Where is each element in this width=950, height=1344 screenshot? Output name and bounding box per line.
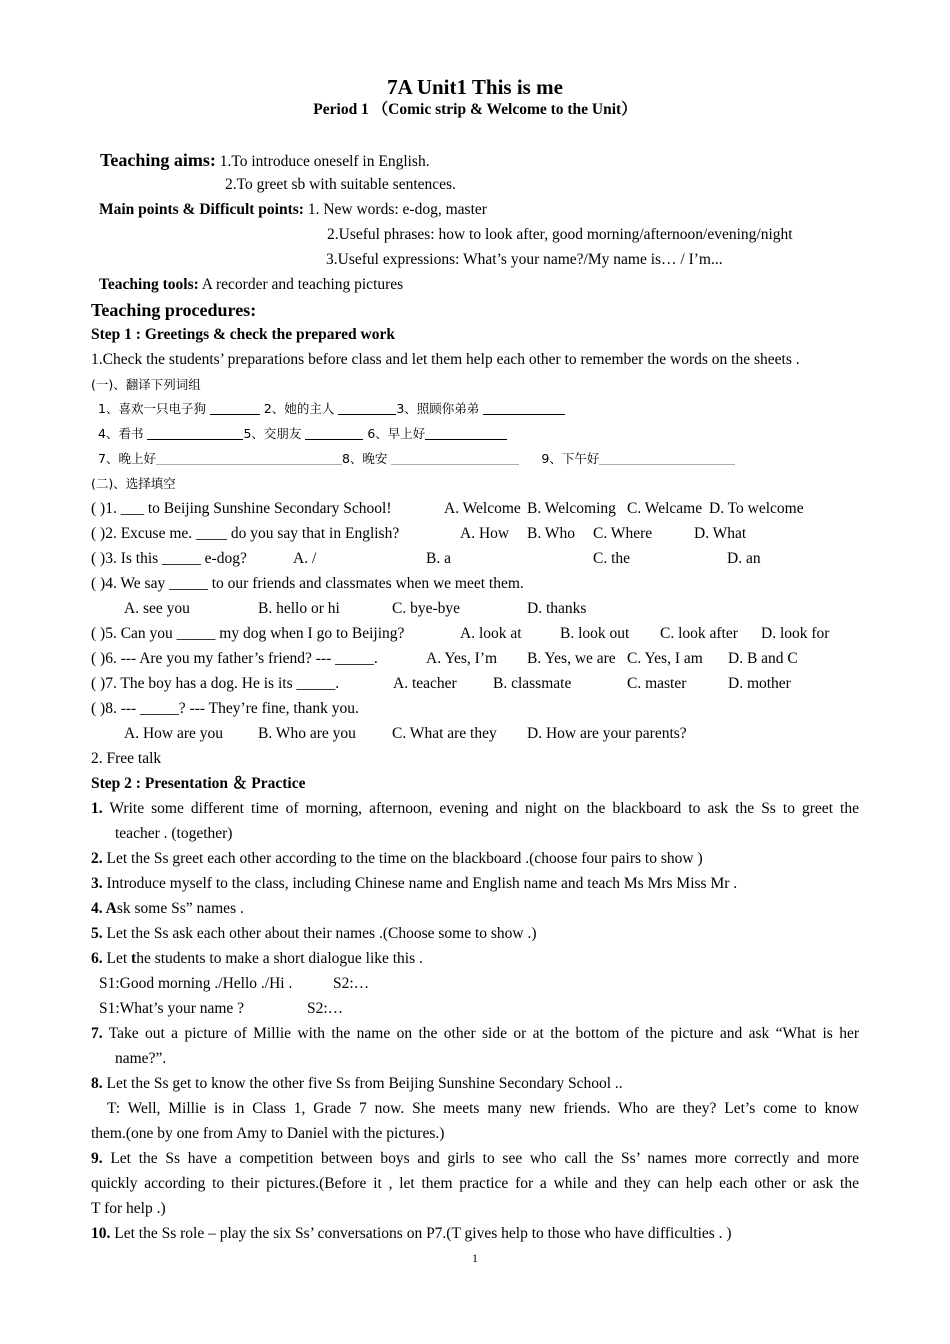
free-talk: 2. Free talk xyxy=(91,750,162,767)
question-1-option-c[interactable]: C. Welcame xyxy=(627,500,703,517)
teaching-aims-line2: 2.To greet sb with suitable sentences. xyxy=(225,176,456,193)
question-6-option-c[interactable]: C. Yes, I am xyxy=(627,650,703,667)
step2-item-9-cont: quickly according to their pictures.(Before it , let them practice for a while and they can help each other or ask the xyxy=(91,1175,859,1192)
item-text: Introduce myself to the class, including Chinese name and English name and teach Ms Mrs Miss Mr . xyxy=(102,875,738,892)
question-4-option-a[interactable]: A. see you xyxy=(124,600,190,617)
question-6-option-a[interactable]: A. Yes, I’m xyxy=(426,650,498,667)
question-2-option-b[interactable]: B. Who xyxy=(527,525,575,542)
item-text-bold-letter: t xyxy=(131,950,137,967)
item-number: 1. xyxy=(91,800,103,817)
translation-item-1: 1、喜欢一只电子狗 xyxy=(98,401,210,416)
choice-section-heading: (二)、选择填空 xyxy=(91,476,176,491)
dialogue-s2-greeting: S2:… xyxy=(333,975,370,992)
question-6-stem: ( )6. --- Are you my father’s friend? --- _____. xyxy=(91,650,378,667)
question-3-option-a[interactable]: A. / xyxy=(293,550,317,567)
translation-row-2 xyxy=(98,424,507,444)
question-8-option-b[interactable]: B. Who are you xyxy=(258,725,356,742)
item-text: Let xyxy=(102,950,132,967)
period-subtitle: Period 1 （Comic strip & Welcome to the Unit） xyxy=(313,101,637,118)
step2-item-9 xyxy=(91,1149,859,1169)
item-number: 2. xyxy=(91,850,103,867)
question-5-option-a[interactable]: A. look at xyxy=(460,625,522,642)
teaching-tools-label: Teaching tools: xyxy=(99,276,199,293)
question-4-option-c[interactable]: C. bye-bye xyxy=(392,600,461,617)
translation-item-4: 4、看书 xyxy=(98,426,148,441)
translation-item-6: 6、早上好 xyxy=(363,426,426,441)
step2-item-8-teacher: T: Well, Millie is in Class 1, Grade 7 now. She meets many new friends. Who are they? Let’s come to know xyxy=(107,1100,859,1117)
teaching-aims xyxy=(100,150,430,172)
question-8-option-d[interactable]: D. How are your parents? xyxy=(527,725,687,742)
item-number: 7. xyxy=(91,1025,103,1042)
step2-item-4 xyxy=(91,899,244,919)
item-text: Let the Ss ask each other about their names .(Choose some to show .) xyxy=(102,925,537,942)
item-number: 9. xyxy=(91,1150,103,1167)
item-text: Let the Ss get to know the other five Ss from Beijing Sunshine Secondary School .. xyxy=(102,1075,623,1092)
question-5-option-c[interactable]: C. look after xyxy=(660,625,738,642)
question-4-stem: ( )4. We say _____ to our friends and classmates when we meet them. xyxy=(91,575,524,592)
item-number: 4. A xyxy=(91,900,117,917)
step2-item-8 xyxy=(91,1074,623,1094)
question-4-option-b[interactable]: B. hello or hi xyxy=(258,600,340,617)
dialogue-s1-greeting: S1:Good morning ./Hello ./Hi . xyxy=(99,975,293,992)
step2-item-3 xyxy=(91,874,737,894)
item-number: 3. xyxy=(91,875,103,892)
step2-item-5 xyxy=(91,924,537,944)
translation-item-7: 7、晚上好 xyxy=(98,451,156,466)
answer-blank[interactable] xyxy=(338,414,396,415)
step2-item-7-cont: name?”. xyxy=(115,1050,167,1067)
translation-item-9: 9、下午好 xyxy=(541,451,600,466)
step2-item-6 xyxy=(91,949,423,969)
item-text: he students to make a short dialogue like this . xyxy=(136,950,423,967)
question-1-option-b[interactable]: B. Welcoming xyxy=(527,500,616,517)
question-3-option-d[interactable]: D. an xyxy=(727,550,761,567)
question-7-option-c[interactable]: C. master xyxy=(627,675,687,692)
step2-item-2 xyxy=(91,849,703,869)
question-7-option-a[interactable]: A. teacher xyxy=(393,675,457,692)
question-1-stem: ( )1. ___ to Beijing Sunshine Secondary School! xyxy=(91,500,392,517)
answer-blank[interactable] xyxy=(391,464,519,465)
main-points-label: Main points & Difficult points: xyxy=(99,201,304,218)
translation-row-1 xyxy=(98,399,565,419)
answer-blank[interactable] xyxy=(425,439,507,440)
step1-intro: 1.Check the students’ preparations before class and let them help each other to remember the words on the sheets . xyxy=(91,351,800,368)
step2-heading: Step 2 : Presentation ＆ Practice xyxy=(91,775,306,792)
step2-item-1-cont: teacher . (together) xyxy=(115,825,233,842)
question-2-option-a[interactable]: A. How xyxy=(460,525,510,542)
item-text: Let the Ss greet each other according to the time on the blackboard .(choose four pairs to show ) xyxy=(102,850,703,867)
answer-blank[interactable] xyxy=(599,464,735,465)
teaching-aims-label: Teaching aims: xyxy=(100,150,216,170)
answer-blank[interactable] xyxy=(156,464,342,465)
translation-item-8: 8、晚安 xyxy=(341,451,392,466)
question-6-option-b[interactable]: B. Yes, we are xyxy=(527,650,616,667)
item-text: Take out a picture of Millie with the name on the other side or at the bottom of the picture and ask “What is her xyxy=(102,1025,859,1042)
question-5-stem: ( )5. Can you _____ my dog when I go to Beijing? xyxy=(91,625,405,642)
dialogue-s2-name: S2:… xyxy=(307,1000,344,1017)
question-7-option-b[interactable]: B. classmate xyxy=(493,675,572,692)
dialogue-s1-name: S1:What’s your name ? xyxy=(99,1000,245,1017)
document-title: 7A Unit1 This is me xyxy=(387,75,563,99)
item-number: 5. xyxy=(91,925,103,942)
question-1-option-a[interactable]: A. Welcome xyxy=(444,500,521,517)
question-3-option-c[interactable]: C. the xyxy=(593,550,631,567)
question-3-option-b[interactable]: B. a xyxy=(426,550,451,567)
main-points-line2: 2.Useful phrases: how to look after, good morning/afternoon/evening/night xyxy=(327,226,793,243)
teaching-tools-text: A recorder and teaching pictures xyxy=(198,276,404,293)
step2-item-7 xyxy=(91,1024,859,1044)
step2-item-1 xyxy=(91,799,859,819)
translation-section-heading: (一)、翻译下列词组 xyxy=(91,377,201,392)
page-number: 1 xyxy=(472,1251,478,1265)
question-8-option-c[interactable]: C. What are they xyxy=(392,725,497,742)
translation-item-5: 5、交朋友 xyxy=(243,426,306,441)
item-text: Let the Ss role – play the six Ss’ conversations on P7.(T gives help to those who have difficulties . ) xyxy=(110,1225,732,1242)
translation-item-2: 2、她的主人 xyxy=(259,401,339,416)
translation-row-3 xyxy=(98,449,735,469)
question-8-option-a[interactable]: A. How are you xyxy=(124,725,224,742)
item-text: Write some different time of morning, afternoon, evening and night on the blackboard to ask the Ss to greet the xyxy=(102,800,859,817)
question-7-stem: ( )7. The boy has a dog. He is its _____. xyxy=(91,675,340,692)
teaching-tools xyxy=(99,275,403,295)
question-2-option-c[interactable]: C. Where xyxy=(593,525,653,542)
question-4-option-d[interactable]: D. thanks xyxy=(527,600,587,617)
item-number: 6. xyxy=(91,950,103,967)
question-3-stem: ( )3. Is this _____ e-dog? xyxy=(91,550,247,567)
main-points xyxy=(99,200,487,220)
main-points-line1: 1. New words: e-dog, master xyxy=(303,201,487,218)
step2-item-9-cont2: T for help .) xyxy=(91,1200,166,1217)
item-number: 8. xyxy=(91,1075,103,1092)
answer-blank[interactable] xyxy=(210,414,260,415)
question-1-option-d[interactable]: D. To welcome xyxy=(709,500,804,517)
answer-blank[interactable] xyxy=(305,439,363,440)
question-5-option-b[interactable]: B. look out xyxy=(560,625,630,642)
item-number: 10. xyxy=(91,1225,111,1242)
main-points-line3: 3.Useful expressions: What’s your name?/My name is… / I’m... xyxy=(326,251,723,268)
question-2-option-d[interactable]: D. What xyxy=(694,525,747,542)
answer-blank[interactable] xyxy=(483,414,565,415)
translation-item-3: 3、照顾你弟弟 xyxy=(396,401,484,416)
question-5-option-d[interactable]: D. look for xyxy=(761,625,830,642)
teaching-aims-line1: 1.To introduce oneself in English. xyxy=(215,153,430,170)
item-text: sk some Ss” names . xyxy=(116,900,244,917)
step1-heading: Step 1 : Greetings & check the prepared work xyxy=(91,326,395,343)
question-8-stem: ( )8. --- _____? --- They’re fine, thank you. xyxy=(91,700,359,717)
question-6-option-d[interactable]: D. B and C xyxy=(728,650,798,667)
question-7-option-d[interactable]: D. mother xyxy=(728,675,791,692)
answer-blank[interactable] xyxy=(147,439,243,440)
item-text: Let the Ss have a competition between boys and girls to see who call the Ss’ names more correctly and more xyxy=(102,1150,859,1167)
question-2-stem: ( )2. Excuse me. ____ do you say that in English? xyxy=(91,525,400,542)
step2-item-10 xyxy=(91,1224,732,1244)
step2-item-8-teacher-cont: them.(one by one from Amy to Daniel with the pictures.) xyxy=(91,1125,445,1142)
teaching-procedures-heading: Teaching procedures: xyxy=(91,300,257,320)
